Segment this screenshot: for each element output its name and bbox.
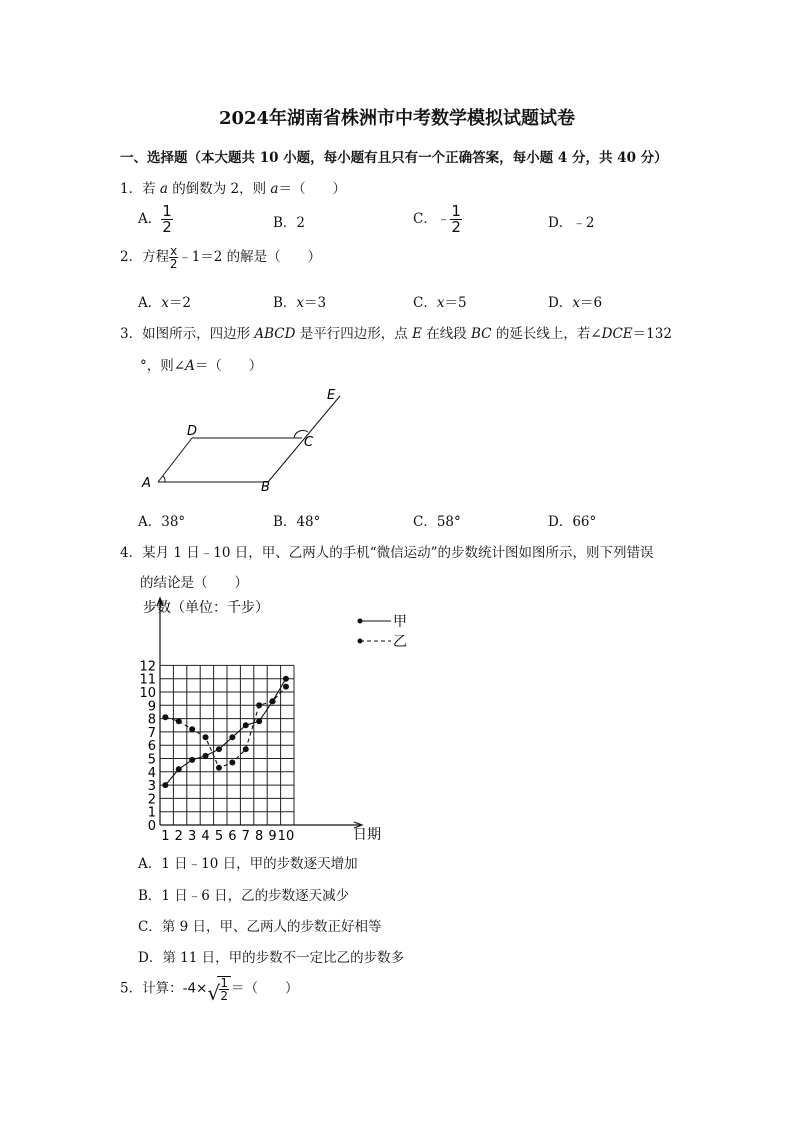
data-point	[216, 746, 222, 752]
q2-suffix: ﹣1＝2 的解是（ ）	[178, 249, 322, 265]
data-point	[256, 702, 262, 708]
question-4-line-1: 4．某月 1 日﹣10 日，甲、乙两人的手机“微信运动”的步数统计图如图所示，则下列错误	[120, 545, 654, 561]
q1-mid: 的倒数为 2，则	[167, 181, 271, 197]
denominator: 2	[169, 257, 178, 271]
fraction	[169, 245, 178, 270]
legend-label: 乙	[393, 634, 407, 650]
y-tick-label: 9	[147, 699, 156, 715]
option-label: B．	[273, 215, 297, 231]
q4-option-c[interactable]: C．第 9 日，甲、乙两人的步数正好相等	[138, 919, 382, 935]
data-point	[216, 765, 222, 771]
parallelogram-figure	[130, 382, 360, 497]
option-var: x	[572, 295, 580, 311]
radical-sign: √	[207, 981, 221, 1005]
q3-text: 是平行四边形，点	[295, 326, 413, 342]
x-tick-label: 6	[228, 829, 237, 844]
y-tick-label: 8	[147, 712, 156, 728]
y-tick-label: 4	[147, 765, 156, 781]
chart-legend	[358, 614, 408, 650]
option-text: ＝6	[579, 295, 603, 311]
x-tick-label: 2	[174, 829, 183, 844]
chart-grid	[160, 665, 294, 825]
label-c: C	[304, 435, 314, 450]
y-tick-label: 10	[139, 686, 156, 701]
y-tick-label: 3	[147, 779, 156, 795]
y-tick-label: 5	[147, 752, 156, 768]
q3-abcd: ABCD	[254, 326, 296, 342]
q4-option-d[interactable]: D．第 11 日，甲的步数不一定比乙的步数多	[138, 950, 405, 966]
chart-ticks	[139, 659, 294, 844]
angle-a-arc	[163, 476, 165, 482]
label-a: A	[142, 476, 151, 491]
label-e: E	[327, 388, 336, 403]
q3-text: 在线段	[421, 326, 472, 342]
data-point	[189, 726, 195, 732]
q2-option-d[interactable]	[548, 291, 602, 311]
q3-text: ＝132	[632, 326, 672, 342]
q1-option-b[interactable]	[273, 211, 305, 231]
numerator: x	[170, 244, 178, 258]
option-label: A．	[138, 295, 162, 311]
q3-text: °，则∠	[140, 358, 186, 374]
q3-text: 的延长线上，若∠	[491, 326, 602, 342]
denominator: 2	[162, 218, 172, 236]
x-tick-label: 10	[277, 829, 295, 844]
q5-suffix: ＝（ ）	[231, 980, 299, 997]
option-label: D．	[548, 295, 573, 311]
q3-dce: DCE	[601, 326, 633, 342]
q3-option-c[interactable]	[413, 510, 461, 530]
data-point	[283, 676, 289, 682]
option-var: x	[161, 295, 169, 311]
q3-text: 3．如图所示，四边形	[120, 326, 255, 342]
option-label: B．	[273, 514, 297, 530]
data-point	[283, 684, 289, 690]
denominator: 2	[220, 989, 229, 1003]
y-tick-label: 0	[147, 819, 156, 834]
q3-a: A	[185, 358, 195, 374]
y-tick-label: 11	[139, 672, 156, 688]
option-var: x	[296, 295, 305, 311]
square-root	[207, 976, 231, 1005]
label-d: D	[187, 424, 198, 439]
q5-coefficient: -4×	[182, 980, 208, 997]
data-point	[203, 734, 209, 740]
question-5	[120, 976, 299, 1005]
option-text: ＝5	[444, 295, 467, 311]
data-point	[189, 757, 195, 763]
section-heading: 一、选择题（本大题共 10 小题，每小题有且只有一个正确答案，每小题 4 分，共 40 分）	[120, 150, 668, 166]
option-text: 48°	[296, 514, 321, 530]
q1-var2: a	[270, 181, 279, 197]
q3-option-d[interactable]	[548, 510, 596, 530]
option-label: D．	[548, 514, 573, 530]
data-point	[176, 766, 182, 772]
data-point	[243, 746, 249, 752]
q4-option-a[interactable]: A．1 日﹣10 日，甲的步数逐天增加	[138, 856, 358, 872]
q1-option-c[interactable]	[413, 204, 462, 235]
series-line-2	[165, 687, 286, 768]
option-label: A．	[138, 514, 162, 530]
q2-option-b[interactable]	[273, 291, 326, 311]
q3-option-b[interactable]	[273, 510, 320, 530]
y-tick-label: 2	[147, 792, 156, 808]
option-label: A．	[138, 211, 162, 227]
y-axis-label: 步数（单位：千步）	[143, 600, 269, 616]
option-text: 2	[296, 215, 306, 231]
q1-option-a[interactable]	[138, 204, 173, 235]
option-label: D．	[548, 215, 573, 231]
q1-prefix: 1．若	[120, 181, 160, 197]
x-tick-label: 5	[214, 829, 224, 844]
question-4-line-2: 的结论是（ ）	[140, 575, 248, 591]
option-text: 38°	[161, 514, 186, 530]
option-sign: ﹣	[436, 211, 451, 227]
chart-axes	[157, 598, 362, 828]
q3-text: ＝（ ）	[194, 358, 263, 374]
q1-var: a	[159, 181, 168, 197]
data-point	[176, 718, 182, 724]
x-tick-label: 1	[161, 829, 170, 844]
denominator: 2	[451, 218, 461, 236]
q1-option-d[interactable]	[548, 211, 594, 231]
option-label: C．	[413, 295, 437, 311]
label-b: B	[261, 480, 270, 495]
q2-option-a[interactable]	[138, 291, 191, 311]
q3-e: E	[412, 326, 422, 342]
y-tick-label: 1	[147, 805, 156, 821]
option-text: 66°	[572, 514, 597, 530]
y-tick-label: 12	[139, 659, 156, 675]
option-text: ＝3	[304, 295, 327, 311]
q5-prefix: 5．计算：	[120, 980, 183, 997]
option-text: 58°	[436, 514, 461, 530]
data-point	[203, 753, 209, 759]
data-point	[270, 698, 276, 704]
x-axis-label: 日期	[353, 827, 381, 843]
data-point	[229, 759, 235, 765]
question-3-line-2	[140, 354, 262, 374]
q3-option-a[interactable]	[138, 510, 185, 530]
x-tick-label: 7	[241, 829, 250, 844]
numerator: 1	[162, 202, 172, 220]
q2-prefix: 2．方程	[120, 249, 170, 265]
data-point	[229, 734, 235, 740]
data-point	[162, 782, 168, 788]
page-title: 2024年湖南省株洲市中考数学模拟试题试卷	[218, 108, 576, 129]
data-point	[243, 722, 249, 728]
question-3-line-1	[120, 322, 672, 342]
q1-suffix: ＝（ ）	[278, 181, 346, 197]
x-tick-label: 4	[201, 829, 210, 844]
x-tick-label: 9	[268, 829, 277, 844]
question-2	[120, 245, 321, 270]
option-label: C．	[413, 514, 437, 530]
x-tick-label: 3	[188, 829, 197, 844]
fraction	[219, 977, 229, 1002]
data-point	[162, 714, 168, 720]
x-tick-label: 8	[255, 829, 264, 844]
option-var: x	[436, 295, 445, 311]
y-tick-label: 7	[147, 725, 156, 741]
question-1	[120, 177, 346, 197]
fraction	[161, 204, 173, 235]
legend-label: 甲	[393, 614, 407, 630]
q2-option-c[interactable]	[413, 291, 467, 311]
q4-option-b[interactable]: B．1 日﹣6 日，乙的步数逐天减少	[138, 888, 350, 904]
q3-bc: BC	[471, 326, 492, 342]
option-text: ＝2	[168, 295, 191, 311]
option-label: C．	[413, 211, 437, 227]
y-tick-label: 6	[147, 739, 156, 755]
data-point	[256, 718, 262, 724]
numerator: 1	[451, 202, 461, 220]
numerator: 1	[220, 976, 229, 990]
option-label: B．	[273, 295, 297, 311]
option-text: ﹣2	[572, 215, 595, 231]
segment-ad	[158, 438, 192, 482]
step-count-chart	[135, 592, 435, 847]
fraction	[450, 204, 462, 235]
